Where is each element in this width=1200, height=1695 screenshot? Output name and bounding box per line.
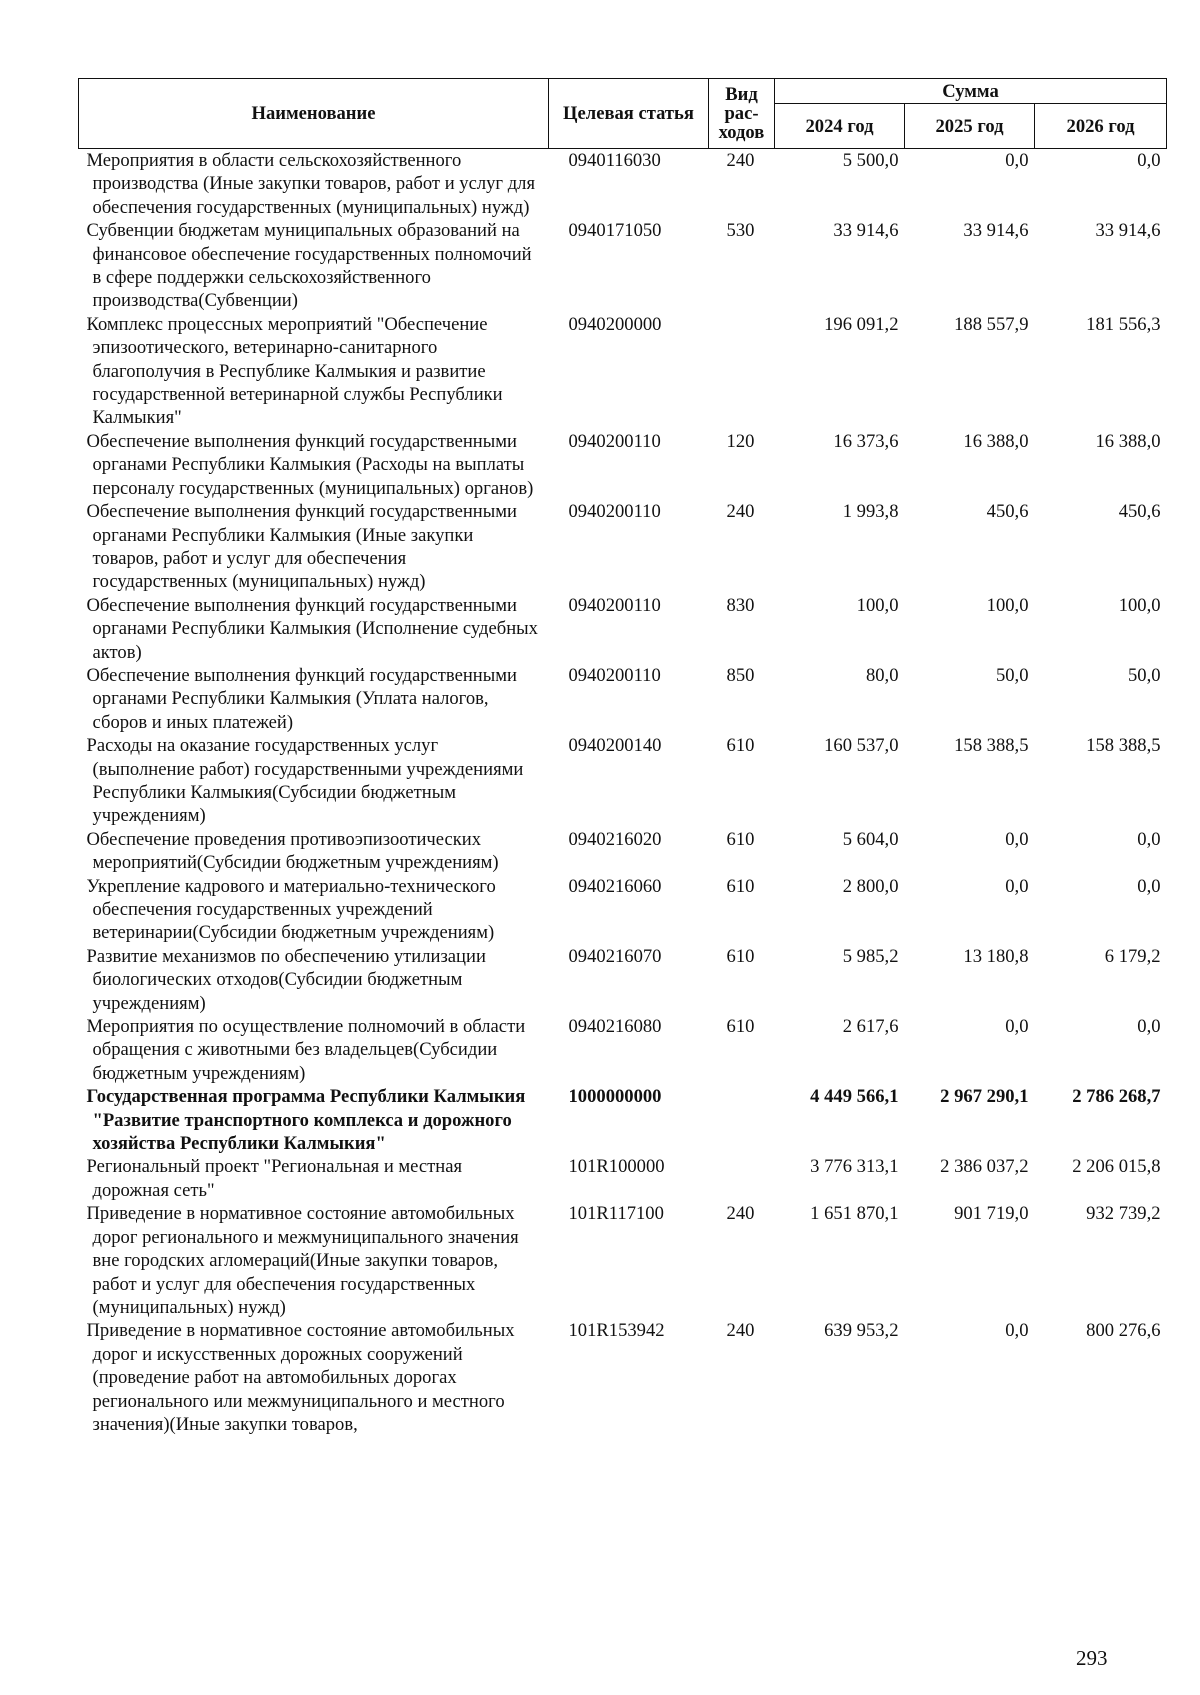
page-number: 293 bbox=[1076, 1646, 1108, 1670]
row-expense-kind: 240 bbox=[726, 150, 755, 171]
table-row bbox=[79, 313, 1167, 430]
row-sum-2025: 901 719,0 bbox=[954, 1203, 1029, 1225]
row-name: Государственная программа Республики Калмыкия "Развитие транспортного комплекса и дорожного хозяйства Республики Калмыкия" bbox=[86, 1086, 526, 1155]
table-row bbox=[79, 149, 1167, 220]
row-name: Приведение в нормативное состояние автомобильных дорог и искусственных дорожных сооружений (проведение работ на автомобильных дорогах регионального или межмуниципального и местного значения)(Иные закупки товаров, bbox=[86, 1320, 515, 1435]
table-row bbox=[79, 1155, 1167, 1202]
table-row bbox=[79, 828, 1167, 875]
table-body bbox=[79, 149, 1167, 1437]
row-sum-2025: 2 967 290,1 bbox=[940, 1086, 1029, 1108]
row-target-code: 0940216080 bbox=[568, 1016, 662, 1038]
row-target-code: 0940216020 bbox=[568, 828, 662, 850]
row-sum-2024: 1 993,8 bbox=[842, 501, 899, 523]
row-sum-2025: 0,0 bbox=[1005, 1016, 1029, 1038]
row-sum-2025: 13 180,8 bbox=[963, 945, 1029, 967]
row-expense-kind bbox=[709, 313, 775, 430]
row-sum-2024: 5 985,2 bbox=[842, 945, 899, 967]
row-sum-2026: 100,0 bbox=[1118, 594, 1161, 616]
row-expense-kind: 610 bbox=[726, 828, 755, 850]
table-row bbox=[79, 945, 1167, 1015]
row-target-code: 0940200110 bbox=[568, 664, 661, 686]
row-sum-2025: 0,0 bbox=[1005, 1320, 1029, 1342]
row-expense-kind bbox=[709, 1085, 775, 1155]
row-sum-2026: 0,0 bbox=[1137, 828, 1161, 850]
row-name: Обеспечение выполнения функций государственными органами Республики Калмыкия (Уплата налогов, сборов и иных платежей) bbox=[86, 664, 517, 733]
row-sum-2024: 2 617,6 bbox=[842, 1016, 899, 1038]
row-target-code: 0940200110 bbox=[568, 594, 661, 616]
row-expense-kind: 610 bbox=[726, 875, 755, 897]
row-sum-2025: 16 388,0 bbox=[963, 430, 1029, 452]
row-sum-2025: 158 388,5 bbox=[954, 735, 1029, 757]
budget-table bbox=[78, 78, 1167, 1436]
row-sum-2026: 33 914,6 bbox=[1095, 220, 1161, 242]
header-kind: Вид рас-ходов bbox=[709, 79, 775, 149]
header-sum: Сумма bbox=[775, 79, 1167, 104]
header-year-2024: 2024 год bbox=[775, 104, 905, 149]
row-sum-2024: 16 373,6 bbox=[833, 430, 899, 452]
row-sum-2024: 4 449 566,1 bbox=[810, 1086, 899, 1108]
row-expense-kind: 240 bbox=[726, 501, 755, 523]
header-name: Наименование bbox=[79, 79, 549, 149]
row-sum-2024: 2 800,0 bbox=[842, 875, 899, 897]
row-expense-kind: 120 bbox=[726, 430, 755, 452]
row-sum-2024: 160 537,0 bbox=[824, 735, 899, 757]
row-name: Комплекс процессных мероприятий "Обеспечение эпизоотического, ветеринарно-санитарного благополучия в Республике Калмыкия и развитие государственной ветеринарной службы Республики Калмыкия" bbox=[86, 313, 503, 429]
row-sum-2026: 0,0 bbox=[1137, 875, 1161, 897]
row-name: Мероприятия по осуществление полномочий в области обращения с животными без владельцев(Субсидии бюджетным учреждениям) bbox=[86, 1016, 526, 1084]
row-sum-2026: 450,6 bbox=[1118, 501, 1161, 523]
header-year-2026: 2026 год bbox=[1035, 104, 1167, 149]
row-expense-kind: 240 bbox=[726, 1203, 755, 1225]
row-target-code: 101R153942 bbox=[568, 1320, 665, 1342]
row-sum-2024: 3 776 313,1 bbox=[810, 1156, 899, 1178]
row-name: Укрепление кадрового и материально-технического обеспечения государственных учреждений ветеринарии(Субсидии бюджетным учреждениям) bbox=[86, 875, 496, 944]
row-sum-2025: 0,0 bbox=[1005, 875, 1029, 897]
header-code: Целевая статья bbox=[549, 79, 709, 149]
table-row bbox=[79, 664, 1167, 734]
row-expense-kind: 850 bbox=[726, 664, 755, 686]
row-name: Обеспечение выполнения функций государственными органами Республики Калмыкия (Исполнение судебных актов) bbox=[86, 594, 538, 663]
row-target-code: 0940116030 bbox=[568, 150, 661, 171]
row-sum-2026: 0,0 bbox=[1137, 1016, 1161, 1038]
table-row bbox=[79, 500, 1167, 594]
row-sum-2024: 5 500,0 bbox=[842, 150, 899, 171]
row-sum-2025: 50,0 bbox=[995, 664, 1029, 686]
row-expense-kind: 610 bbox=[726, 735, 755, 757]
row-sum-2024: 196 091,2 bbox=[824, 313, 899, 335]
row-name: Развитие механизмов по обеспечению утилизации биологических отходов(Субсидии бюджетным учреждениям) bbox=[86, 945, 486, 1014]
row-expense-kind: 830 bbox=[726, 594, 755, 616]
row-sum-2025: 450,6 bbox=[986, 501, 1029, 523]
row-sum-2025: 100,0 bbox=[986, 594, 1029, 616]
row-sum-2025: 188 557,9 bbox=[954, 313, 1029, 335]
row-expense-kind: 610 bbox=[726, 1016, 755, 1038]
row-sum-2025: 33 914,6 bbox=[963, 220, 1029, 242]
row-target-code: 0940200110 bbox=[568, 430, 661, 452]
row-expense-kind bbox=[709, 1155, 775, 1202]
table-row bbox=[79, 1015, 1167, 1085]
row-sum-2026: 0,0 bbox=[1137, 150, 1161, 171]
row-target-code: 1000000000 bbox=[568, 1086, 662, 1108]
row-sum-2025: 0,0 bbox=[1005, 828, 1029, 850]
row-name: Обеспечение проведения противоэпизоотических мероприятий(Субсидии бюджетным учреждениям) bbox=[86, 828, 499, 874]
row-name: Региональный проект "Региональная и местная дорожная сеть" bbox=[86, 1156, 463, 1201]
row-sum-2026: 800 276,6 bbox=[1086, 1320, 1161, 1342]
row-target-code: 101R100000 bbox=[568, 1156, 665, 1178]
row-name: Обеспечение выполнения функций государственными органами Республики Калмыкия (Расходы на выплаты персоналу государственных (муниципальных) органов) bbox=[86, 430, 534, 499]
table-row bbox=[79, 1319, 1167, 1436]
row-expense-kind: 610 bbox=[726, 945, 755, 967]
row-name: Приведение в нормативное состояние автомобильных дорог регионального и межмуниципального значения вне городских агломераций(Иные закупки товаров, работ и услуг для обеспечения государственных (муниципальных) нужд) bbox=[86, 1203, 519, 1318]
row-name: Мероприятия в области сельскохозяйственного производства (Иные закупки товаров, работ и услуг для обеспечения государственных (муниципальных) нужд) bbox=[86, 150, 535, 218]
table-row bbox=[79, 1085, 1167, 1155]
row-target-code: 0940216060 bbox=[568, 875, 662, 897]
table-header bbox=[79, 79, 1167, 149]
row-expense-kind: 240 bbox=[726, 1320, 755, 1342]
row-target-code: 0940200000 bbox=[568, 313, 662, 335]
row-sum-2024: 1 651 870,1 bbox=[810, 1203, 899, 1225]
table-row bbox=[79, 734, 1167, 828]
row-sum-2026: 181 556,3 bbox=[1086, 313, 1161, 335]
row-name: Обеспечение выполнения функций государственными органами Республики Калмыкия (Иные закупки товаров, работ и услуг для обеспечения государственных (муниципальных) нужд) bbox=[86, 501, 517, 593]
row-expense-kind: 530 bbox=[726, 220, 755, 242]
row-target-code: 0940216070 bbox=[568, 945, 662, 967]
row-sum-2026: 16 388,0 bbox=[1095, 430, 1161, 452]
row-sum-2024: 100,0 bbox=[856, 594, 899, 616]
row-target-code: 0940171050 bbox=[568, 220, 662, 242]
table-row bbox=[79, 1202, 1167, 1319]
row-sum-2024: 33 914,6 bbox=[833, 220, 899, 242]
row-sum-2024: 80,0 bbox=[865, 664, 899, 686]
table-row bbox=[79, 430, 1167, 500]
header-year-2025: 2025 год bbox=[905, 104, 1035, 149]
row-sum-2026: 50,0 bbox=[1127, 664, 1161, 686]
row-sum-2024: 5 604,0 bbox=[842, 828, 899, 850]
table-row bbox=[79, 219, 1167, 313]
row-sum-2026: 158 388,5 bbox=[1086, 735, 1161, 757]
row-target-code: 0940200110 bbox=[568, 501, 661, 523]
row-sum-2026: 2 786 268,7 bbox=[1072, 1086, 1161, 1108]
row-sum-2026: 932 739,2 bbox=[1086, 1203, 1161, 1225]
row-sum-2026: 2 206 015,8 bbox=[1072, 1156, 1161, 1178]
table-row bbox=[79, 875, 1167, 945]
row-sum-2025: 2 386 037,2 bbox=[940, 1156, 1029, 1178]
row-sum-2025: 0,0 bbox=[1005, 150, 1029, 171]
row-sum-2024: 639 953,2 bbox=[824, 1320, 899, 1342]
row-target-code: 101R117100 bbox=[568, 1203, 664, 1225]
row-name: Субвенции бюджетам муниципальных образований на финансовое обеспечение государственных полномочий в сфере поддержки сельскохозяйственного производства(Субвенции) bbox=[86, 220, 532, 312]
table-row bbox=[79, 594, 1167, 664]
row-name: Расходы на оказание государственных услуг (выполнение работ) государственными учреждениями Республики Калмыкия(Субсидии бюджетным учреждениям) bbox=[86, 735, 524, 827]
row-sum-2026: 6 179,2 bbox=[1104, 945, 1161, 967]
row-target-code: 0940200140 bbox=[568, 735, 662, 757]
